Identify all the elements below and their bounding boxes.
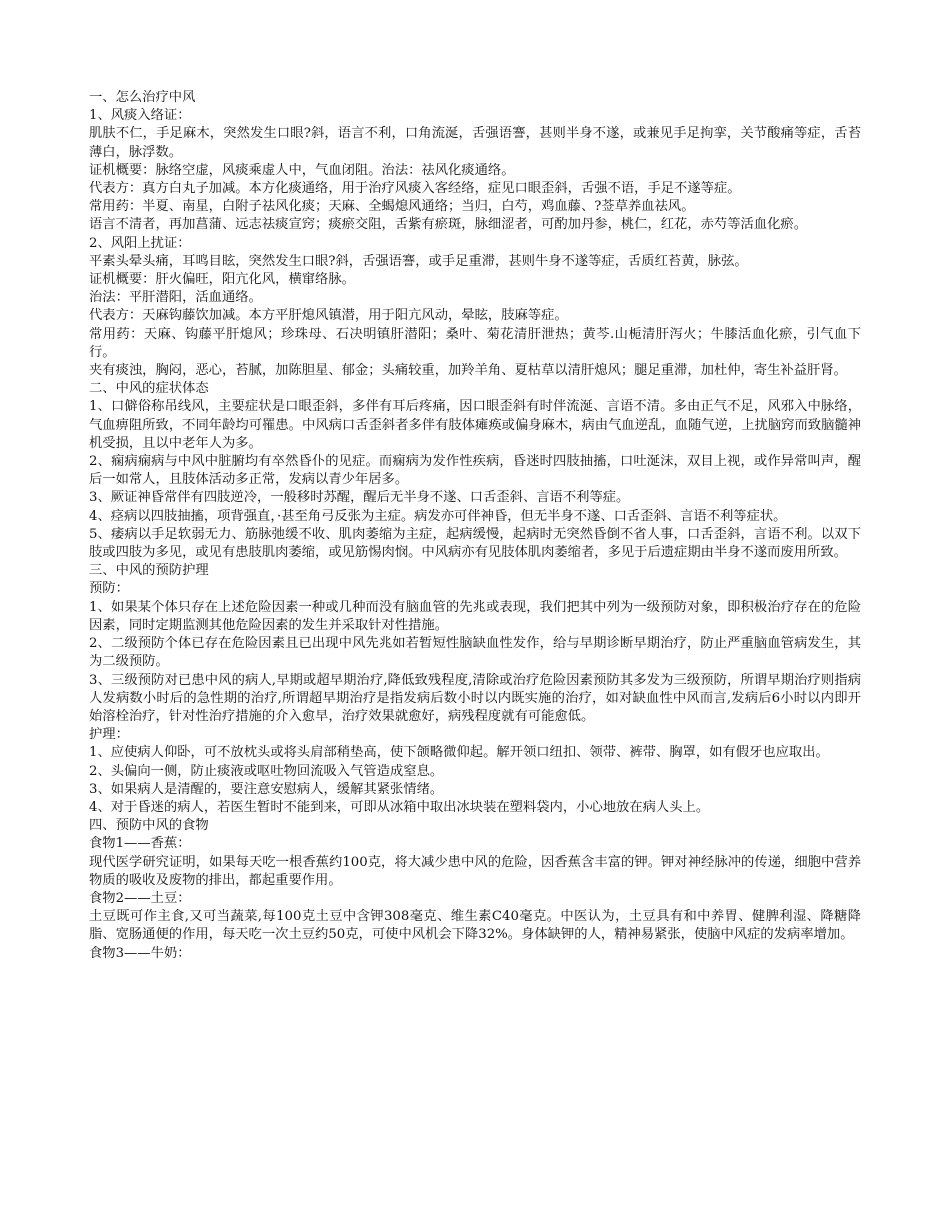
paragraph: 代表方：真方白丸子加减。本方化痰通络，用于治疗风痰入客经络，症见口眼歪斜，舌强不语，手足不遂等症。: [89, 181, 741, 197]
paragraph: 2、二级预防个体已存在危险因素且已出现中风先兆如若暂短性脑缺血性发作，给与早期诊断早期治疗，防止严重脑血管病发生，其为二级预防。: [89, 636, 861, 670]
subheading: 护理：: [89, 727, 129, 743]
paragraph: 1、口僻俗称吊线风，主要症状是口眼歪斜，多伴有耳后疼痛，因口眼歪斜有时伴流涎、言语不清。多由正气不足，风邪入中脉络，气血痹阻所致，不同年龄均可罹患。中风病口舌歪斜者多伴有肢体瘫痪或偏身麻木，病由气血逆乱，血随气逆，上扰脑窍而致脑髓神机受损，且以中老年人为多。: [89, 399, 861, 451]
subheading: 食物2——土豆：: [89, 890, 191, 906]
paragraph: 肌肤不仁，手足麻木，突然发生口眼?斜，语言不利，口角流涎，舌强语謇，甚则半身不遂，或兼见手足拘挛，关节酸痛等症，舌苔薄白，脉浮数。: [89, 126, 861, 160]
subheading: 1、风痰入络证：: [89, 108, 191, 124]
paragraph: 平素头晕头痛，耳鸣目眩，突然发生口眼?斜，舌强语謇，或手足重滞，甚则牛身不遂等症，舌质红苔黄，脉弦。: [89, 253, 748, 269]
paragraph: 常用药：半夏、南星，白附子祛风化痰；天麻、全蝎熄风通络；当归，白芍，鸡血藤、?莶草养血祛风。: [89, 199, 695, 215]
paragraph: 4、痉病以四肢抽搐，项背强直，·甚至角弓反张为主症。病发亦可伴神昏，但无半身不遂、口舌歪斜、言语不利等症状。: [89, 508, 787, 524]
paragraph: 3、厥证神昏常伴有四肢逆冷，一般移时苏醒，醒后无半身不遂、口舌歪斜、言语不利等症。: [89, 490, 630, 506]
subheading: 预防：: [89, 581, 129, 597]
paragraph: 1、如果某个体只存在上述危险因素一种或几种而没有脑血管的先兆或表现，我们把其中列为一级预防对象，即积极治疗存在的危险因素，同时定期监测其他危险因素的发生并采取针对性措施。: [89, 599, 861, 633]
paragraph: 3、如果病人是清醒的，要注意安慰病人，缓解其紧张情绪。: [89, 781, 444, 797]
paragraph: 3、三级预防对已患中风的病人,早期或超早期治疗,降低致残程度,清除或治疗危险因素预防其多发为三级预防，所谓早期治疗则指病人发病数小时后的急性期的治疗,所谓超早期治疗是指发病后数小时以内既实施的治疗，如对缺血性中风而言,发病后6小时以内即开始溶栓治疗，针对性治疗措施的介入愈早，治疗效果就愈好，病残程度就有可能愈低。: [89, 672, 861, 724]
document-body: [89, 89, 861, 963]
paragraph: 代表方：天麻钩藤饮加减。本方平肝熄风镇潜，用于阳亢风动，晕眩，肢麻等症。: [89, 308, 568, 324]
paragraph: 语言不清者，再加菖蒲、远志祛痰宣窍；痰瘀交阻，舌紫有瘀斑，脉细涩者，可酌加丹参，桃仁，红花，赤芍等活血化瘀。: [89, 217, 808, 233]
heading-3: 三、中风的预防护理: [89, 563, 209, 579]
subheading: 2、风阳上扰证：: [89, 235, 191, 251]
heading-4: 四、预防中风的食物: [89, 818, 209, 834]
paragraph: 1、应使病人仰卧，可不放枕头或将头肩部稍垫高，使下颌略微仰起。解开领口纽扣、领带、裤带、胸罩，如有假牙也应取出。: [89, 745, 829, 761]
subheading: 食物3——牛奶：: [89, 945, 191, 961]
paragraph: 夹有痰浊，胸闷，恶心，苔腻，加陈胆星、郁金；头痛较重，加羚羊角、夏枯草以清肝熄风；腿足重滞，加杜仲，寄生补益肝肾。: [89, 363, 847, 379]
heading-2: 二、中风的症状体态: [89, 381, 209, 397]
paragraph: 2、头偏向一侧，防止痰液或呕吐物回流吸入气管造成窒息。: [89, 763, 444, 779]
heading-1: 一、怎么治疗中风: [89, 90, 196, 105]
paragraph: 4、对于昏迷的病人，若医生暂时不能到来，可即从冰箱中取出冰块装在塑料袋内，小心地放在病人头上。: [89, 799, 710, 815]
paragraph: 证机概要：脉络空虚，风痰乘虚人中，气血闭阻。治法：祛风化痰通络。: [89, 162, 515, 178]
subheading: 食物1——香蕉：: [89, 836, 191, 852]
paragraph: 治法：平肝潜阳，活血通络。: [89, 290, 262, 306]
paragraph: 5、痿病以手足软弱无力、筋脉弛缓不收、肌肉萎缩为主症，起病缓慢，起病时无突然昏倒不省人事，口舌歪斜，言语不利。以双下肢或四肢为多见，或见有患肢肌肉萎缩，或见筋惕肉悯。中风病亦有见肢体肌肉萎缩者，多见于后遗症期由半身不遂而废用所致。: [89, 526, 861, 561]
paragraph: 土豆既可作主食,又可当蔬菜,每100克土豆中含钾308毫克、维生素C40毫克。中医认为，土豆具有和中养胃、健脾利湿、降糖降脂、宽肠通便的作用，每天吃一次土豆约50克，可使中风机会下降32%。身体缺钾的人，精神易紧张，使脑中风症的发病率增加。: [89, 909, 861, 943]
paragraph: 现代医学研究证明，如果每天吃一根香蕉约100克，将大减少患中风的危险，因香蕉含丰富的钾。钾对神经脉冲的传递，细胞中营养物质的吸收及废物的排出，都起重要作用。: [89, 854, 861, 888]
paragraph: 2、痫病痫病与中风中脏腑均有卒然昏仆的见症。而痫病为发作性疾病，昏迷时四肢抽搐，口吐涎沫，双目上视，或作异常叫声，醒后一如常人，且肢体活动多正常，发病以青少年居多。: [89, 454, 861, 488]
paragraph: 常用药：天麻、钩藤平肝熄风；珍珠母、石决明镇肝潜阳；桑叶、菊花清肝泄热；黄芩.山栀清肝泻火；牛膝活血化瘀，引气血下行。: [89, 326, 861, 360]
paragraph: 证机概要：肝火偏旺，阳亢化风，横窜络脉。: [89, 272, 355, 288]
